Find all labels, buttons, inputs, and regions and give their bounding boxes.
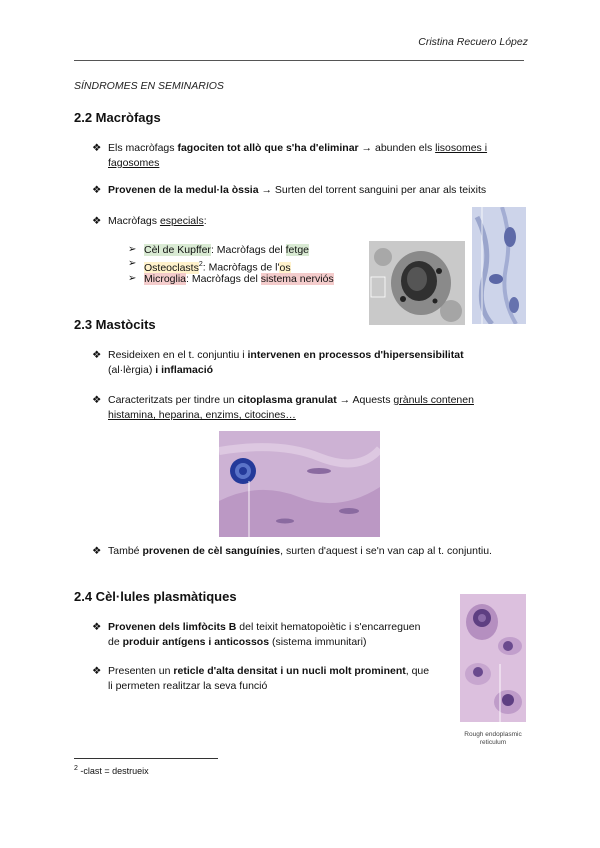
subitem-osteoclasts: Osteoclasts$^2$: Macròfags de l'os	[144, 261, 291, 274]
section-title-macrofags: 2.2 Macròfags	[74, 110, 161, 125]
arrow-bullet-icon: ➢	[128, 258, 137, 269]
paragraph-mastocits-1: Resideixen en el t. conjuntiu i intervenen en processos d'hipersensibilitat (al·lèrgia) i inflamació	[108, 349, 464, 376]
header-rule	[74, 60, 524, 61]
paragraph-mastocits-2: Caracteritzats per tindre un citoplasma granulat → Aquests grànuls contenen histamina, heparina, enzims, citocines…	[108, 394, 474, 421]
bullet-icon: ❖	[92, 394, 102, 406]
bullet-icon: ❖	[92, 545, 102, 557]
paragraph-macrofags-1: Els macròfags fagociten tot allò que s'ha d'eliminar → abunden els lisosomes i fagosomes	[108, 142, 488, 169]
paragraph-macrofags-2: Provenen de la medul·la òssia → Surten del torrent sanguini per anar als teixits	[108, 184, 487, 196]
footnote: $^2$ -clast = destrueix	[74, 765, 149, 776]
running-section: SÍNDROMES EN SEMINARIOS	[74, 80, 224, 92]
footnote-rule	[74, 758, 218, 759]
bullet-icon: ❖	[92, 349, 102, 361]
mast-cell-micrograph	[219, 431, 380, 537]
bullet-icon: ❖	[92, 621, 102, 633]
arrow-bullet-icon: ➢	[128, 244, 137, 255]
arrow-bullet-icon: ➢	[128, 273, 137, 284]
plasma-cell-caption: Rough endoplasmic reticulum	[464, 731, 522, 746]
subitem-microglia: Microglia: Macròfags del sistema nerviós	[144, 273, 334, 285]
bullet-icon: ❖	[92, 184, 102, 196]
section-title-plasmatiques: 2.4 Cèl·lules plasmàtiques	[74, 589, 237, 604]
paragraph-plasmatiques-1: Provenen dels limfòcits B del teixit hematopoiètic i s'encarreguen de produir antígens i anticossos (sistema immunitari)	[108, 621, 421, 648]
author-name: Cristina Recuero López	[418, 36, 528, 48]
bullet-icon: ❖	[92, 215, 102, 227]
paragraph-mastocits-3: També provenen de cèl sanguínies, surten d'aquest i se'n van cap al t. conjuntiu.	[108, 545, 492, 557]
subitem-kupffer: Cèl de Kupffer: Macròfags del fetge	[144, 244, 309, 256]
macrophage-micrograph	[369, 241, 465, 325]
section-title-mastocits: 2.3 Mastòcits	[74, 317, 156, 332]
bullet-icon: ❖	[92, 142, 102, 154]
bullet-icon: ❖	[92, 665, 102, 677]
paragraph-macrofags-3: Macròfags especials:	[108, 215, 207, 227]
microglia-micrograph	[472, 207, 526, 324]
plasma-cell-micrograph	[460, 594, 526, 722]
paragraph-plasmatiques-2: Presenten un reticle d'alta densitat i un nucli molt prominent, que li permeten realitzar la seva funció	[108, 665, 430, 692]
